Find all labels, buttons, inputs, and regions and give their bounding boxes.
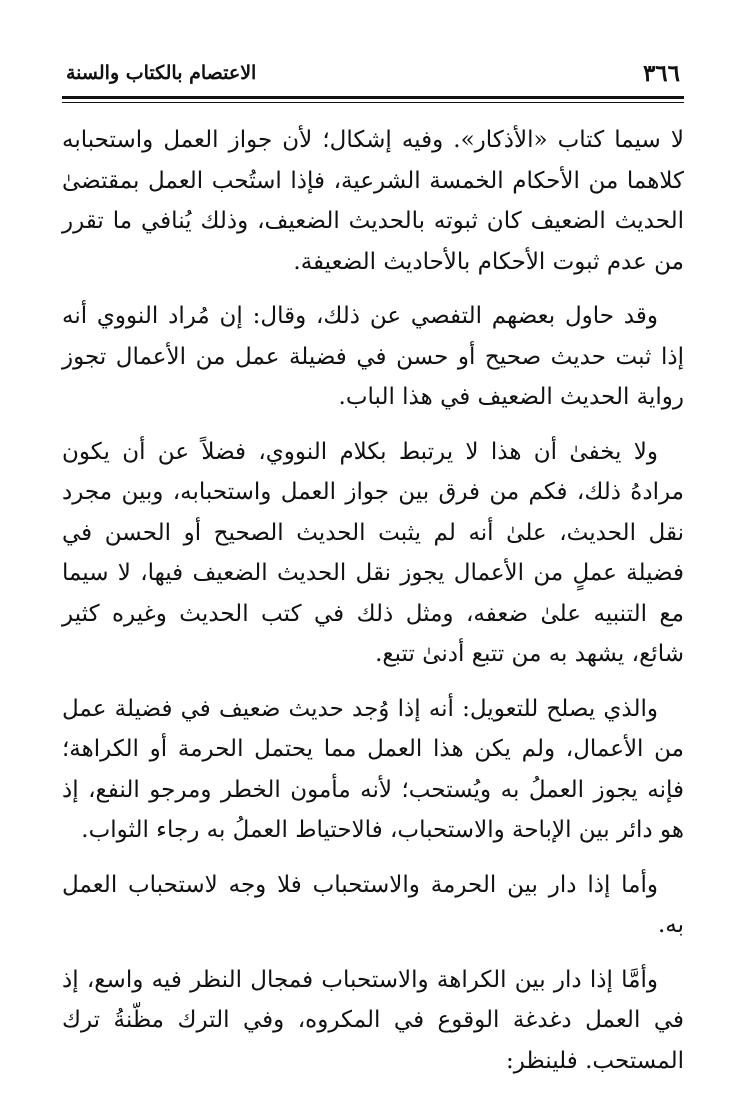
- running-title: الاعتصام بالكتاب والسنة: [66, 62, 257, 84]
- paragraph: ولا يخفىٰ أن هذا لا يرتبط بكلام النووي، فضلاً عن أن يكون مرادهُ ذلك، فكم من فرق بين جواز العمل واستحبابه، وبين مجرد نقل الحديث، علىٰ أنه لم يثبت الحديث الصحيح أو الحسن في فضيلة عملٍ من الأعمال يجوز نقل الحديث الضعيف فيها، لا سيما مع التنبيه علىٰ ضعفه، ومثل ذلك في كتب الحديث وغيره كثير شائع، يشهد به من تتبع أدنىٰ تتبع.: [62, 438, 684, 667]
- paragraph: والذي يصلح للتعويل: أنه إذا وُجد حديث ضعيف في فضيلة عمل من الأعمال، ولم يكن هذا العمل مما يحتمل الحرمة أو الكراهة؛ فإنه يجوز العملُ به ويُستحب؛ لأنه مأمون الخطر ومرجو النفع، إذ هو دائر بين الإباحة والاستحباب، فالاحتياط العملُ به رجاء الثواب.: [62, 695, 684, 843]
- page-number: ٣٦٦: [642, 60, 680, 87]
- paragraph: وأمَّا إذا دار بين الكراهة والاستحباب فمجال النظر فيه واسع، إذ في العمل دغدغة الوقوع في المكروه، وفي الترك مظّنةُ ترك المستحب. فلينظر:: [62, 966, 684, 1074]
- page-body: [62, 120, 684, 1095]
- paragraph: لا سيما كتاب «الأذكار». وفيه إشكال؛ لأن جواز العمل واستحبابه كلاهما من الأحكام الخمسة الشرعية، فإذا استُحب العمل بمقتضىٰ الحديث الضعيف كان ثبوته بالحديث الضعيف، وذلك يُنافي ما تقرر من عدم ثبوت الأحكام بالأحاديث الضعيفة.: [62, 127, 684, 275]
- header-rule-thin: [62, 102, 684, 103]
- paragraph: وأما إذا دار بين الحرمة والاستحباب فلا وجه لاستحباب العمل به.: [62, 871, 684, 938]
- header-rule-thick: [62, 96, 684, 99]
- paragraph: وقد حاول بعضهم التفصي عن ذلك، وقال: إن مُراد النووي أنه إذا ثبت حديث صحيح أو حسن في فضيلة عمل من الأعمال تجوز رواية الحديث الضعيف في هذا الباب.: [62, 303, 684, 410]
- page-header: [62, 56, 684, 90]
- book-page: [62, 56, 684, 1074]
